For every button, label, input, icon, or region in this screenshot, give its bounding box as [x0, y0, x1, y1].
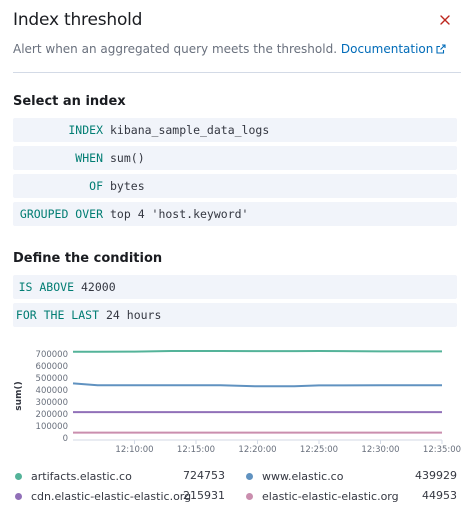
- page-title: Index threshold: [13, 10, 143, 30]
- x-tick-label: 12:10:00: [115, 445, 154, 455]
- page-subtitle: [13, 42, 461, 56]
- series-line: [73, 383, 442, 386]
- expression-keyword: WHEN: [75, 151, 103, 165]
- series-line: [73, 351, 442, 352]
- expression-value: 24 hours: [106, 308, 162, 322]
- expression-keyword: OF: [89, 179, 103, 193]
- x-tick-label: 12:25:00: [299, 445, 339, 455]
- y-tick-label: 300000: [35, 398, 68, 408]
- define-condition-heading: Define the condition: [13, 251, 163, 266]
- legend-row-2: [13, 487, 457, 505]
- expression-value: 42000: [81, 280, 116, 294]
- y-tick-label: 200000: [35, 410, 68, 420]
- y-tick-label: 400000: [35, 386, 68, 396]
- legend-label: elastic-elastic-elastic.org: [262, 489, 399, 503]
- legend-dot: [246, 473, 253, 480]
- expression-value: bytes: [110, 179, 145, 193]
- expression-keyword: FOR THE LAST: [15, 308, 99, 322]
- expression-value: sum(): [110, 151, 145, 165]
- legend-label: artifacts.elastic.co: [31, 469, 132, 483]
- legend-dot: [15, 493, 22, 500]
- external-link-icon: [436, 44, 446, 54]
- legend-item[interactable]: [246, 467, 343, 485]
- when-expression[interactable]: [13, 146, 457, 170]
- threshold-preview-chart: [13, 342, 462, 462]
- select-index-heading: Select an index: [13, 94, 126, 109]
- documentation-link[interactable]: [341, 42, 447, 56]
- legend-dot: [246, 493, 253, 500]
- flyout-header: [13, 10, 461, 56]
- x-tick-label: 12:30:00: [361, 445, 400, 455]
- documentation-link-label: Documentation: [340, 42, 434, 56]
- expression-value: kibana_sample_data_logs: [110, 123, 270, 137]
- legend-value: 439929: [415, 469, 457, 482]
- legend-value: 215931: [183, 489, 225, 502]
- y-axis-label: sum(): [14, 381, 24, 411]
- legend-label: www.elastic.co: [262, 469, 344, 483]
- legend-item[interactable]: [15, 467, 132, 485]
- legend-value: 724753: [183, 469, 225, 482]
- legend-item[interactable]: [246, 487, 399, 505]
- header-divider: [13, 72, 461, 73]
- expression-value: top 4 'host.keyword': [110, 207, 249, 221]
- expression-keyword: IS ABOVE: [18, 280, 74, 294]
- subtitle-text: Alert when an aggregated query meets the threshold.: [13, 42, 338, 56]
- legend-dot: [15, 473, 22, 480]
- x-tick-label: 12:15:00: [176, 445, 216, 455]
- legend-item[interactable]: [15, 487, 191, 505]
- index-expression[interactable]: [13, 118, 457, 142]
- time-window-expression[interactable]: [13, 303, 457, 327]
- expression-keyword: INDEX: [68, 123, 103, 137]
- y-tick-label: 0: [62, 434, 68, 444]
- legend-label: cdn.elastic-elastic-elastic.org: [31, 489, 192, 503]
- y-tick-label: 100000: [35, 422, 68, 432]
- y-tick-label: 500000: [35, 374, 68, 384]
- expression-keyword: GROUPED OVER: [19, 207, 103, 221]
- of-expression[interactable]: [13, 174, 457, 198]
- close-button[interactable]: [437, 12, 453, 28]
- x-tick-label: 12:20:00: [238, 445, 277, 455]
- legend-row-1: [13, 467, 457, 485]
- y-tick-label: 700000: [35, 350, 68, 360]
- y-tick-label: 600000: [35, 362, 68, 372]
- grouped-over-expression[interactable]: [13, 202, 457, 226]
- threshold-expression[interactable]: [13, 275, 457, 299]
- x-tick-label: 12:35:00: [422, 445, 462, 455]
- close-icon: [440, 15, 450, 25]
- legend-value: 44953: [422, 489, 457, 502]
